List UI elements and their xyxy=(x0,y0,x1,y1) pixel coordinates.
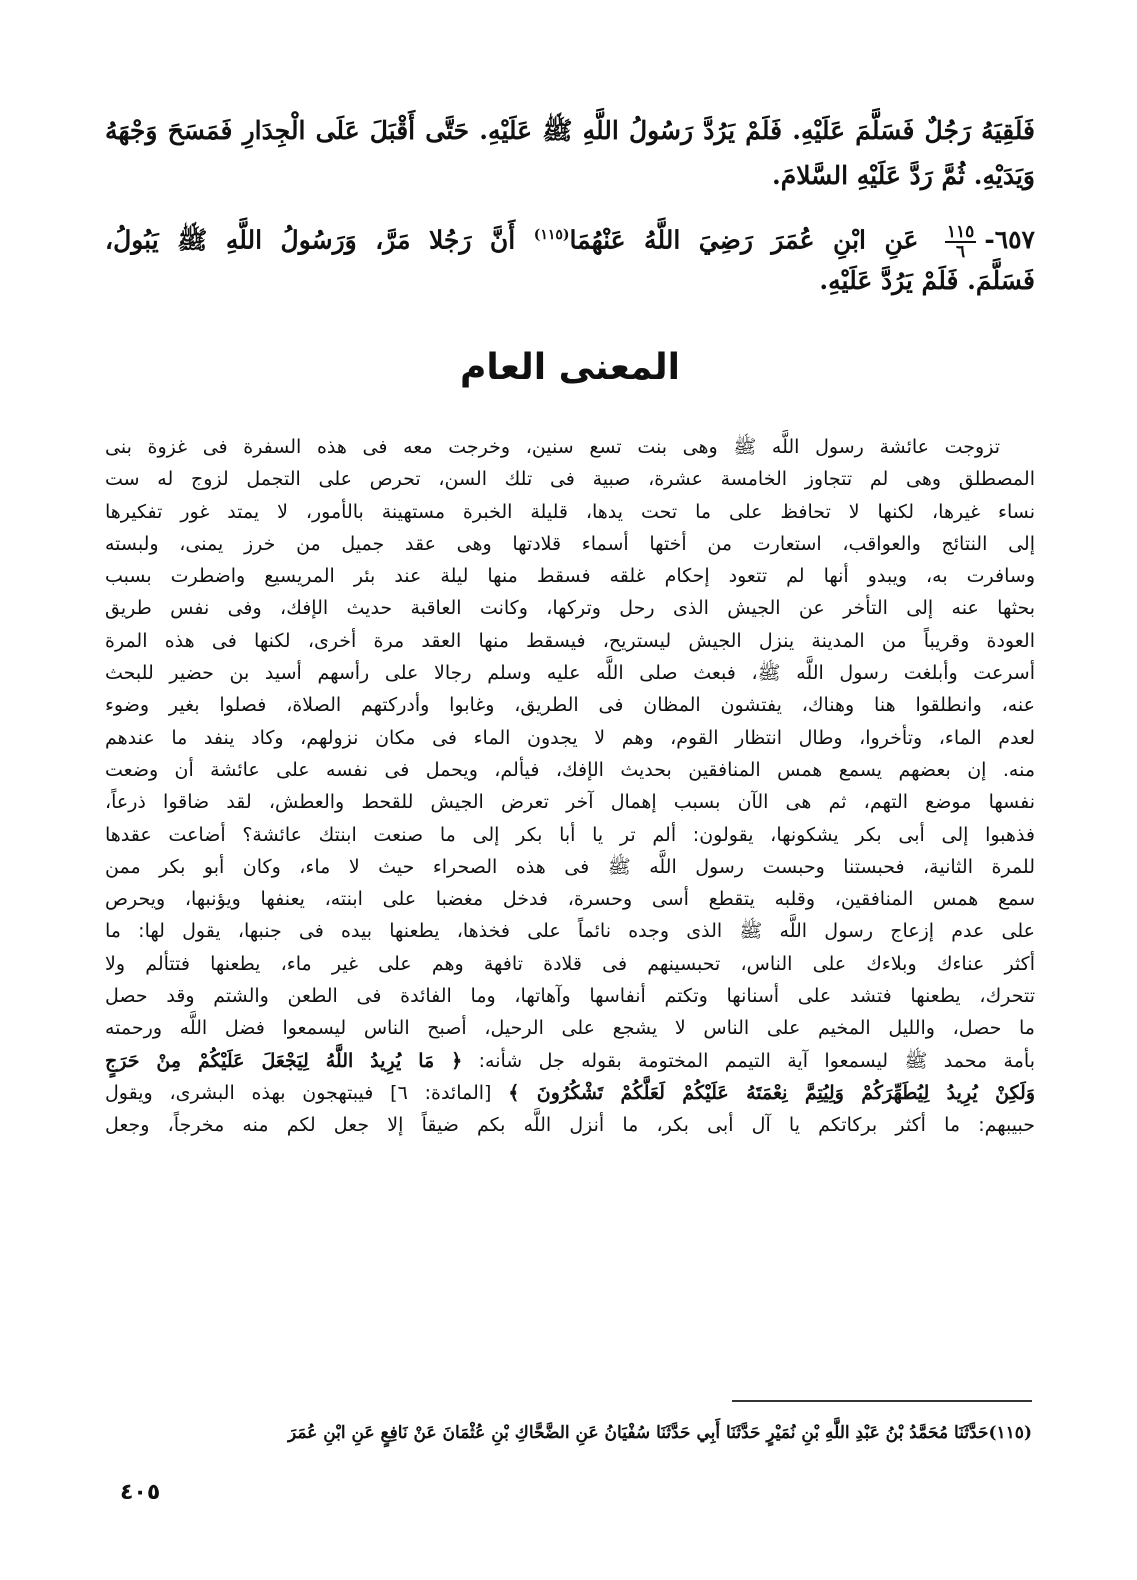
quran-verse: ﴿ مَا يُرِيدُ اللَّهُ لِيَجْعَلَ عَلَيْكُمْ مِنْ حَرَجٍ xyxy=(105,1049,463,1072)
page-number: ٤٠٥ xyxy=(120,1480,161,1505)
commentary-body xyxy=(105,431,1035,1142)
hadith-text: أَنَّ رَجُلا مَرَّ، وَرَسُولُ اللَّهِ ﷺ يَبُولُ، xyxy=(105,225,516,255)
fraction-bottom: ٦ xyxy=(956,241,966,262)
body-line: نفسها موضع التهم، ثم هى الآن بسبب إهمال آخر تعرض الجيش للقحط والعطش، لقد ضاقوا ذرعاً، xyxy=(105,791,1035,814)
body-line: المصطلق وهى لم تتجاوز الخامسة عشرة، صبية فى تلك السن، تحرص على التجمل لزوج له ست xyxy=(105,468,1035,491)
hadith-text-line: وَيَدَيْهِ. ثُمَّ رَدَّ عَلَيْهِ السَّلامَ. xyxy=(772,161,1035,190)
body-line: نساء غيرها، لكنها لا تحافظ على ما تحت يدها، قليلة الخبرة مستهينة بالأمور، لا يمتد غور تفكيرها xyxy=(105,500,1035,523)
book-page xyxy=(105,108,1035,1142)
section-heading: المعنى العام xyxy=(459,347,681,388)
hadith-previous-end xyxy=(105,108,1035,198)
footnote: (١١٥)حَدَّثَنَا مُحَمَّدُ بْنُ عَبْدِ اللَّهِ بْنِ نُمَيْرٍ حَدَّثَنَا أَبِي حَدَّثَنَا سُفْيَانُ عَنِ الضَّحَّاكِ بْنِ عُثْمَانَ عَنْ نَافِعٍ عَنِ ابْنِ عُمَرَ xyxy=(287,1423,1032,1443)
body-line: وسافرت به، ويبدو أنها لم تتعود إحكام غلقه فسقط منها ليلة عند بئر المريسيع واضطرت بسبب xyxy=(105,565,1035,588)
body-line: ما حصل، والليل المخيم على الناس لا يشجع على الرحيل، أصبح الناس ليسمعوا فضل اللَّه ورحمته xyxy=(105,1017,1035,1040)
body-line: حبيبهم: ما أكثر بركاتكم يا آل أبى بكر، ما أنزل اللَّه بكم ضيقاً إلا جعل لكم منه مخرجاً، وجعل xyxy=(105,1114,1035,1137)
body-line: منه. إن بعضهم يسمع همس المنافقين بحديث الإفك، فيألم، ويحمل فى نفسه على عائشة أن وضعت xyxy=(105,758,1035,781)
body-line: إلى النتائج والعواقب، استعارت من أختها أسماء قلادتها وهى عقد جميل من خرز يمنى، ولبسته xyxy=(105,532,1035,555)
body-line: عنه، وانطلقوا هنا وهناك، يفتشون المظان فى الطريق، وغابوا وأدركتهم الصلاة، فصلوا بغير وضوء xyxy=(105,694,1035,717)
body-line-quran xyxy=(105,1045,1035,1077)
body-line: على عدم إزعاج رسول اللَّه ﷺ الذى وجده نائماً على فخذها، يطعنها بيده فى جنبها، يقول لها: ما xyxy=(105,920,1035,943)
body-line: فذهبوا إلى أبى بكر يشكونها، يقولون: ألم تر يا أبا بكر إلى ما صنعت ابنتك عائشة؟ أضاعت عقدها xyxy=(105,823,1035,846)
body-line: العودة وقريباً من المدينة ينزل الجيش ليستريح، فيسقط منها العقد مرة أخرى، لكنها فى هذه المرة xyxy=(105,629,1035,652)
footnote-divider xyxy=(732,1400,1032,1402)
body-line: أسرعت وأبلغت رسول اللَّه ﷺ، فبعث صلى اللَّه عليه وسلم رجالا على رأسهم أسيد بن حضير للبحث xyxy=(105,662,1035,685)
hadith-number: ٦٥٧- xyxy=(984,225,1035,255)
quran-verse: وَلَكِنْ يُرِيدُ لِيُطَهِّرَكُمْ وَلِيُتِمَّ نِعْمَتَهُ عَلَيْكُمْ لَعَلَّكُمْ تَشْكُرُونَ ﴾ xyxy=(508,1081,1035,1104)
body-line: سمع همس المنافقين، وقلبه يتقطع أسى وحسرة، فدخل مغضبا على ابنته، يعنفها ويؤنبها، ويحرص xyxy=(105,888,1035,911)
hadith-657 xyxy=(105,213,1035,303)
body-line: لعدم الماء، وتأخروا، وطال انتظار القوم، وهم لا يجدون الماء فى مكان نزولهم، وكاد ينفد ما عندهم xyxy=(105,726,1035,749)
fraction-top: ١١٥ xyxy=(946,221,975,242)
body-line: أكثر عناءك وبلاءك على الناس، تحبسينهم فى قلادة تافهة وهم على غير ماء، يطعنها فتتألم ولا xyxy=(105,952,1035,975)
hadith-text-line: فَلَقِيَهُ رَجُلٌ فَسَلَّمَ عَلَيْهِ. فَلَمْ يَرُدَّ رَسُولُ اللَّهِ ﷺ عَلَيْهِ. حَتَّى أَقْبَلَ عَلَى الْجِدَارِ فَمَسَحَ وَجْهَهُ xyxy=(105,116,1035,145)
body-line: تتحرك، يطعنها فتشد على أسنانها وتكتم أنفاسها وآهاتها، وما الفائدة فى الطعن والشتم وقد حصل xyxy=(105,985,1035,1008)
footnote-reference[interactable]: (١١٥) xyxy=(533,227,570,243)
hadith-reference-fraction xyxy=(945,223,976,261)
body-line-quran xyxy=(105,1077,1035,1109)
hadith-text-line: فَسَلَّمَ. فَلَمْ يَرُدَّ عَلَيْهِ. xyxy=(819,266,1035,295)
body-line: بحثها عنه إلى التأخر عن الجيش الذى رحل وتركها، وكانت العاقبة حديث الإفك، وفى نفس طريق xyxy=(105,597,1035,620)
quran-citation: [المائدة: ٦] فيبتهجون بهذه البشرى، ويقول xyxy=(105,1081,492,1104)
body-line: تزوجت عائشة رسول اللَّه ﷺ وهى بنت تسع سنين، وخرجت معه فى هذه السفرة فى غزوة بنى xyxy=(105,436,1000,458)
quran-intro: بأمة محمد ﷺ ليسمعوا آية التيمم المختومة بقوله جل شأنه: xyxy=(478,1049,1035,1072)
hadith-narrator: عَنِ ابْنِ عُمَرَ رَضِيَ اللَّهُ عَنْهُمَا xyxy=(569,225,919,255)
hadith-text-line xyxy=(105,213,1035,262)
body-line: للمرة الثانية، فحبستنا وحبست رسول اللَّه ﷺ فى هذه الصحراء حيث لا ماء، وكان أبو بكر ممن xyxy=(105,855,1035,878)
